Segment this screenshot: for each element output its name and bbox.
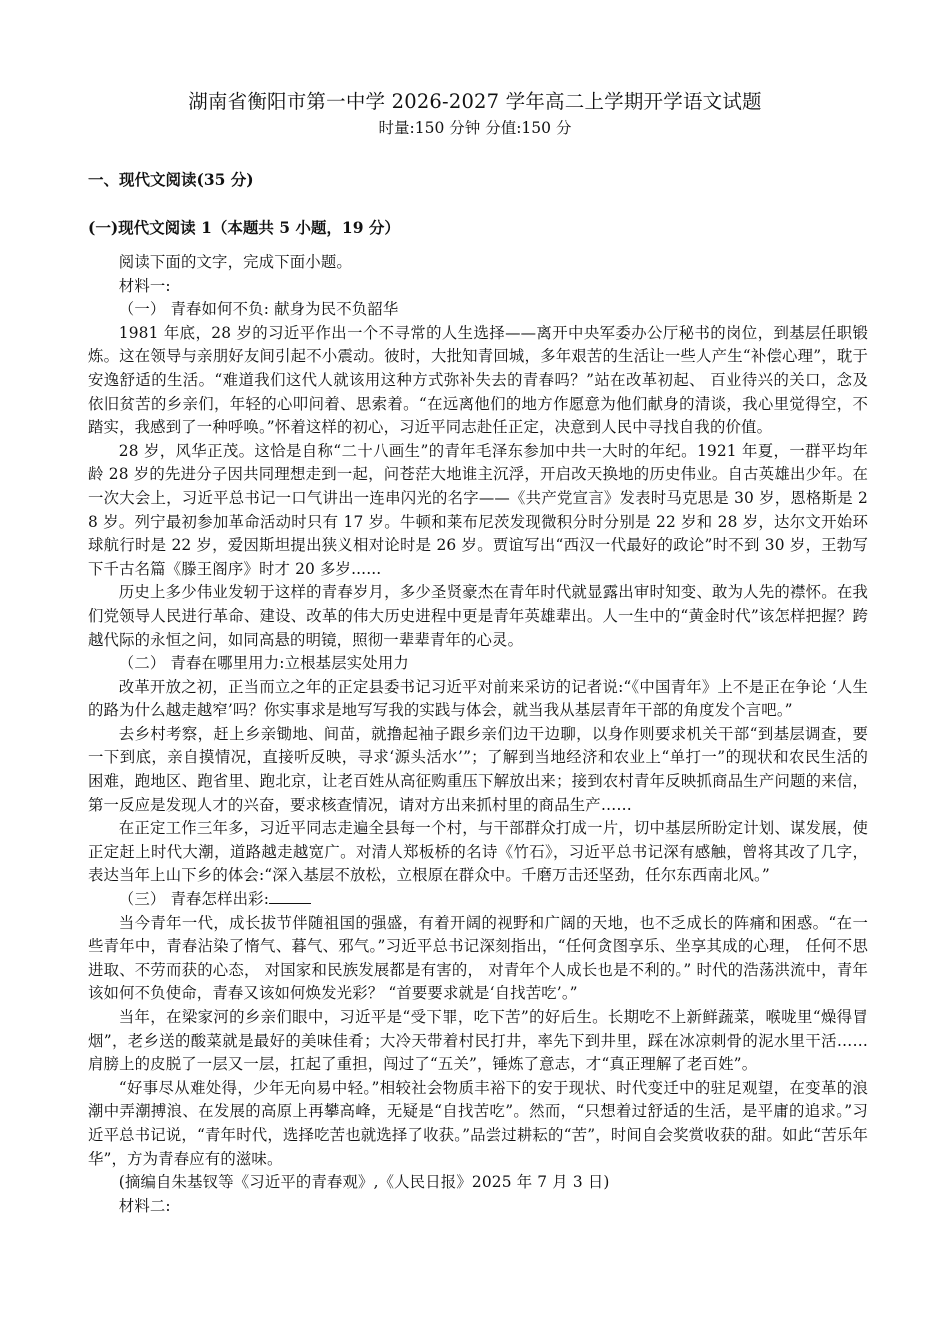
- paragraph: 去乡村考察，赶上乡亲锄地、间苗，就撸起袖子跟乡亲们边干边聊，以身作则要求机关干部“到基层调查，要一下到底，亲自摸情况，直接听反映，寻求‘源头活水’”；了解到当地经济和农业上“单打一”的现状和农民生活的困难，跑地区、跑省里、跑北京，让老百姓从高征购重压下解放出来；接到农村青年反映抓商品生产问题的来信，第一反应是发现人才的兴奋，要求核查情况，请对方出来抓村里的商品生产……: [88, 724, 868, 814]
- subheading: （二） 青春在哪里用力:立根基层实处用力: [118, 654, 409, 673]
- material-label: 材料二:: [118, 1196, 171, 1215]
- material-label: 材料一:: [118, 276, 171, 295]
- paragraph: “好事尽从难处得，少年无向易中轻。”相较社会物质丰裕下的安于现状、时代变迁中的驻足观望，在变革的浪潮中弄潮搏浪、在发展的高原上再攀高峰，无疑是“自找苦吃”。然而，“只想着过舒适的生活，是平庸的追求。”习近平总书记说，“青年时代，选择吃苦也就选择了收获。”品尝过耕耘的“苦”，时间自会奖赏收获的甜。如此“苦乐年华”，方为青春应有的滋味。: [88, 1078, 868, 1168]
- exam-info: 时量:150 分钟 分值:150 分: [378, 119, 572, 137]
- paragraph: 当今青年一代，成长拔节伴随祖国的强盛，有着开阔的视野和广阔的天地，也不乏成长的阵痛和困惑。“在一些青年中，青春沾染了惰气、暮气、邪气。”习近平总书记深刻指出，“任何贪图享乐、坐享其成的心理， 任何不思进取、不劳而获的心态， 对国家和民族发展都是有害的， 对青年个人成长也是不利的。” 时代的浩荡洪流中，青年该如何不负使命，青春又该如何焕发光彩？ “首要要求就是‘自找苦吃’。”: [88, 913, 868, 1003]
- paragraph: 28 岁，风华正茂。这恰是自称“二十八画生”的青年毛泽东参加中共一大时的年纪。1921 年夏，一群平均年龄 28 岁的先进分子因共同理想走到一起，问苍茫大地谁主沉浮，开启改天换地的历史伟业。自古英雄出少年。在一次大会上，习近平总书记一口气讲出一连串闪光的名字——《共产党宣言》发表时马克思是 30 岁，恩格斯是 28 岁。列宁最初参加革命活动时只有 17 岁。牛顿和莱布尼茨发现微积分时分别是 22 岁和 28 岁，达尔文开始环球航行时是 22 岁，爱因斯坦提出狭义相对论时是 26 岁。贾谊写出“西汉一代最好的政论”时不到 30 岁，王勃写下千古名篇《滕王阁序》时才 20 多岁......: [88, 441, 868, 578]
- paragraph: 历史上多少伟业发轫于这样的青春岁月，多少圣贤豪杰在青年时代就显露出审时知变、敢为人先的襟怀。在我们党领导人民进行革命、建设、改革的伟大历史进程中更是青年英雄辈出。人一生中的“黄金时代”该怎样把握？跨越代际的永恒之问，如同高悬的明镜，照彻一辈辈青年的心灵。: [88, 583, 868, 649]
- paragraph: 在正定工作三年多，习近平同志走遍全县每一个村，与干部群众打成一片，切中基层所盼定计划、谋发展，使正定赶上时代大潮，道路越走越宽广。对清人郑板桥的名诗《竹石》，习近平总书记深有感触，曾将其改了几字，表达当年上山下乡的体会:“深入基层不放松，立根原在群众中。千磨万击还坚劲，任尔东西南北风。”: [88, 819, 868, 885]
- paragraph: 改革开放之初，正当而立之年的正定县委书记习近平对前来采访的记者说:“《中国青年》上不是正在争论 ‘人生的路为什么越走越窄’吗？你实事求是地写写我的实践与体会，就当我从基层青年干部的角度发个言吧。”: [88, 677, 868, 720]
- answer-blank: [269, 888, 311, 904]
- instruction: 阅读下面的文字，完成下面小题。: [118, 253, 352, 271]
- page-title: 湖南省衡阳市第一中学 2026-2027 学年高二上学期开学语文试题: [188, 90, 762, 113]
- paragraph: 当年，在梁家河的乡亲们眼中，习近平是“受下罪，吃下苦”的好后生。长期吃不上新鲜蔬菜，喉咙里“燥得冒烟”，老乡送的酸菜就是最好的美味佳肴；大冷天带着村民打井，率先下到井里，踩在冰凉刺骨的泥水里干活……肩膀上的皮脱了一层又一层，扛起了重担，闯过了“五关”，锤炼了意志，才“真正理解了老百姓”。: [88, 1008, 868, 1074]
- subheading-text: （三） 青春怎样出彩:: [118, 890, 270, 909]
- subheading: （一） 青春如何不负: 献身为民不负韶华: [118, 300, 399, 319]
- section-heading-part1: 一、现代文阅读(35 分): [88, 170, 254, 189]
- section-heading-reading-1: (一)现代文阅读 1（本题共 5 小题，19 分）: [88, 218, 400, 237]
- subheading-with-blank: [88, 888, 868, 912]
- paragraph: 1981 年底，28 岁的习近平作出一个不寻常的人生选择——离开中央军委办公厅秘书的岗位，到基层任职锻炼。这在领导与亲朋好友间引起不小震动。彼时，大批知青回城，多年艰苦的生活让一些人产生“补偿心理”，耽于安逸舒适的生活。“难道我们这代人就该用这种方式弥补失去的青春吗？”站在改革初起、 百业待兴的关口，念及依旧贫苦的乡亲们，年轻的心叩问着、思索着。“在远离他们的地方作愿意为他们献身的清谈，我心里觉得空，不踏实，我感到了一种呼唤。”怀着这样的初心，习近平同志赴任正定，决意到人民中寻找自我的价值。: [88, 323, 868, 437]
- citation: (摘编自朱基钗等《习近平的青春观》,《人民日报》2025 年 7 月 3 日): [118, 1173, 610, 1192]
- reading-passage: [88, 251, 868, 1218]
